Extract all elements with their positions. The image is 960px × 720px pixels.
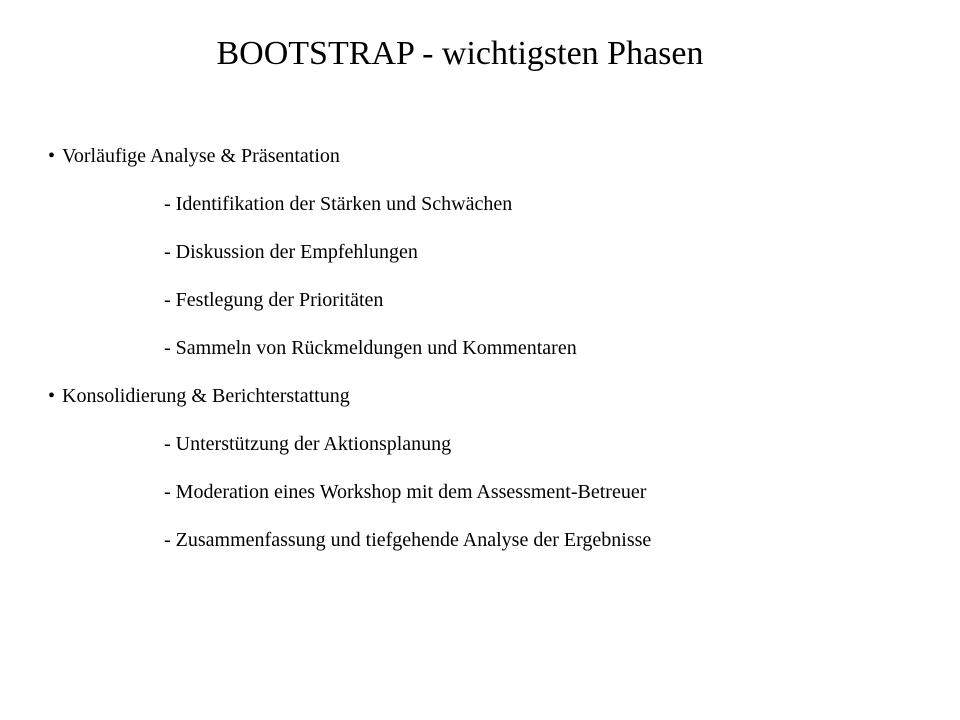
list-item: - Unterstützung der Aktionsplanung: [164, 433, 452, 455]
sub-item-list: [48, 192, 928, 360]
list-item: - Festlegung der Prioritäten: [164, 289, 384, 311]
list-item: - Sammeln von Rückmeldungen und Kommentaren: [164, 337, 577, 359]
slide-content: [48, 144, 928, 576]
section-preliminary-analysis: [48, 144, 928, 360]
section-heading-text: Vorläufige Analyse & Präsentation: [62, 145, 340, 167]
slide-title: BOOTSTRAP - wichtigsten Phasen: [216, 35, 704, 72]
section-heading-text: Konsolidierung & Berichterstattung: [62, 385, 350, 407]
section-heading: [48, 144, 928, 168]
bullet-icon: •: [48, 385, 56, 407]
list-item: - Identifikation der Stärken und Schwächen: [164, 193, 513, 215]
bullet-icon: •: [48, 145, 56, 167]
sub-item-list: [48, 432, 928, 552]
list-item: - Zusammenfassung und tiefgehende Analyse der Ergebnisse: [164, 529, 652, 551]
list-item: - Moderation eines Workshop mit dem Assessment-Betreuer: [164, 481, 647, 503]
list-item: - Diskussion der Empfehlungen: [164, 241, 418, 263]
section-consolidation-reporting: [48, 384, 928, 552]
section-heading: [48, 384, 928, 408]
